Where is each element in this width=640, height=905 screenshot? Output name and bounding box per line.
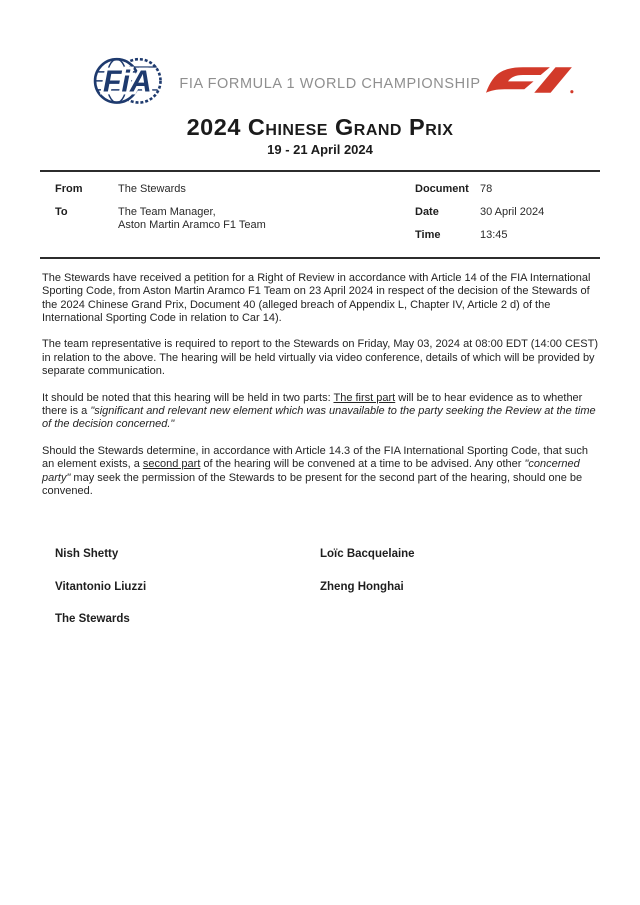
time-label: Time	[415, 228, 441, 241]
svg-text:FiA: FiA	[102, 65, 152, 99]
paragraph-text: Should the Stewards determine, in accordance with Article 14.3 of the FIA International Sporting Code, that such an element exists, a	[42, 444, 589, 471]
f1-icon	[486, 65, 574, 95]
to-value	[118, 206, 266, 232]
signature-row-2	[55, 581, 600, 593]
meta-table	[40, 170, 600, 259]
to-value-line2: Aston Martin Aramco F1 Team	[118, 218, 266, 231]
from-label: From	[55, 182, 83, 195]
signature-closing: The Stewards	[55, 613, 130, 626]
meta-row-document	[415, 183, 600, 196]
meta-row-from	[55, 183, 415, 196]
document-header	[84, 55, 574, 119]
body-paragraph-3	[42, 392, 602, 432]
f1-logo	[486, 65, 574, 100]
meta-row-date	[415, 206, 600, 219]
signature-name: Vitantonio Liuzzi	[55, 580, 147, 593]
paragraph-text: may seek the permission of the Stewards to be present for the second part of the hearing, should one be convened.	[42, 471, 583, 498]
document-value: 78	[480, 182, 493, 195]
paragraph-text: of the hearing will be convened at a time to be advised. Any other	[200, 458, 525, 471]
underlined-text: The first part	[333, 391, 396, 404]
paragraph-text: The Stewards have received a petition for a Right of Review in accordance with Article 14 of the FIA International Sporting Code, from Aston Martin Aramco F1 Team on 23 April 2024 in respect of the decision of the Stewards of the 2024 Chinese Grand Prix, Document 40 (alleged breach of Appendix L, Chapter IV, Article 2 d) of the International Sporting Code in relation to Car 14).	[42, 271, 591, 324]
time-value: 13:45	[480, 228, 508, 241]
fia-logo	[84, 54, 174, 121]
quoted-italic-text: "concerned party"	[42, 458, 580, 484]
signature-row-1	[55, 548, 600, 560]
quoted-italic-text: "significant and relevant new element which was unavailable to the party seeking the Review at the time of the decision concerned."	[42, 405, 596, 431]
fia-globe-icon	[84, 54, 174, 116]
meta-row-time	[415, 229, 600, 242]
meta-row-to	[55, 206, 415, 232]
from-value: The Stewards	[118, 182, 186, 195]
paragraph-text: It should be noted that this hearing will be held in two parts:	[42, 391, 334, 404]
meta-left-column	[40, 183, 415, 242]
body-paragraph-2	[42, 338, 602, 378]
championship-title: FIA FORMULA 1 WORLD CHAMPIONSHIP	[179, 76, 481, 92]
underlined-text: second part	[142, 458, 201, 471]
signature-name: Loïc Bacquelaine	[320, 548, 415, 561]
meta-right-column	[415, 183, 600, 242]
signature-row-3	[55, 613, 600, 625]
date-value: 30 April 2024	[480, 205, 545, 218]
body-paragraph-4	[42, 445, 602, 499]
to-label: To	[55, 205, 68, 218]
event-title: 2024 Chinese Grand Prix	[186, 114, 454, 140]
signatures-block	[55, 548, 600, 625]
event-dates: 19 - 21 April 2024	[267, 141, 373, 157]
signature-name: Nish Shetty	[55, 548, 119, 561]
paragraph-text: will be to hear evidence as to whether there is a	[42, 391, 583, 417]
to-value-line1: The Team Manager,	[118, 205, 216, 218]
date-label: Date	[415, 205, 439, 218]
document-label: Document	[415, 182, 469, 195]
document-body	[42, 272, 602, 499]
title-block	[0, 115, 640, 157]
signature-name: Zheng Honghai	[320, 580, 404, 593]
paragraph-text: The team representative is required to report to the Stewards on Friday, May 03, 2024 at 08:00 EDT (14:00 CEST) in relation to the above. The hearing will be held virtually via video conference, details of which will be provided by separate communication.	[42, 338, 598, 378]
body-paragraph-1	[42, 272, 602, 326]
